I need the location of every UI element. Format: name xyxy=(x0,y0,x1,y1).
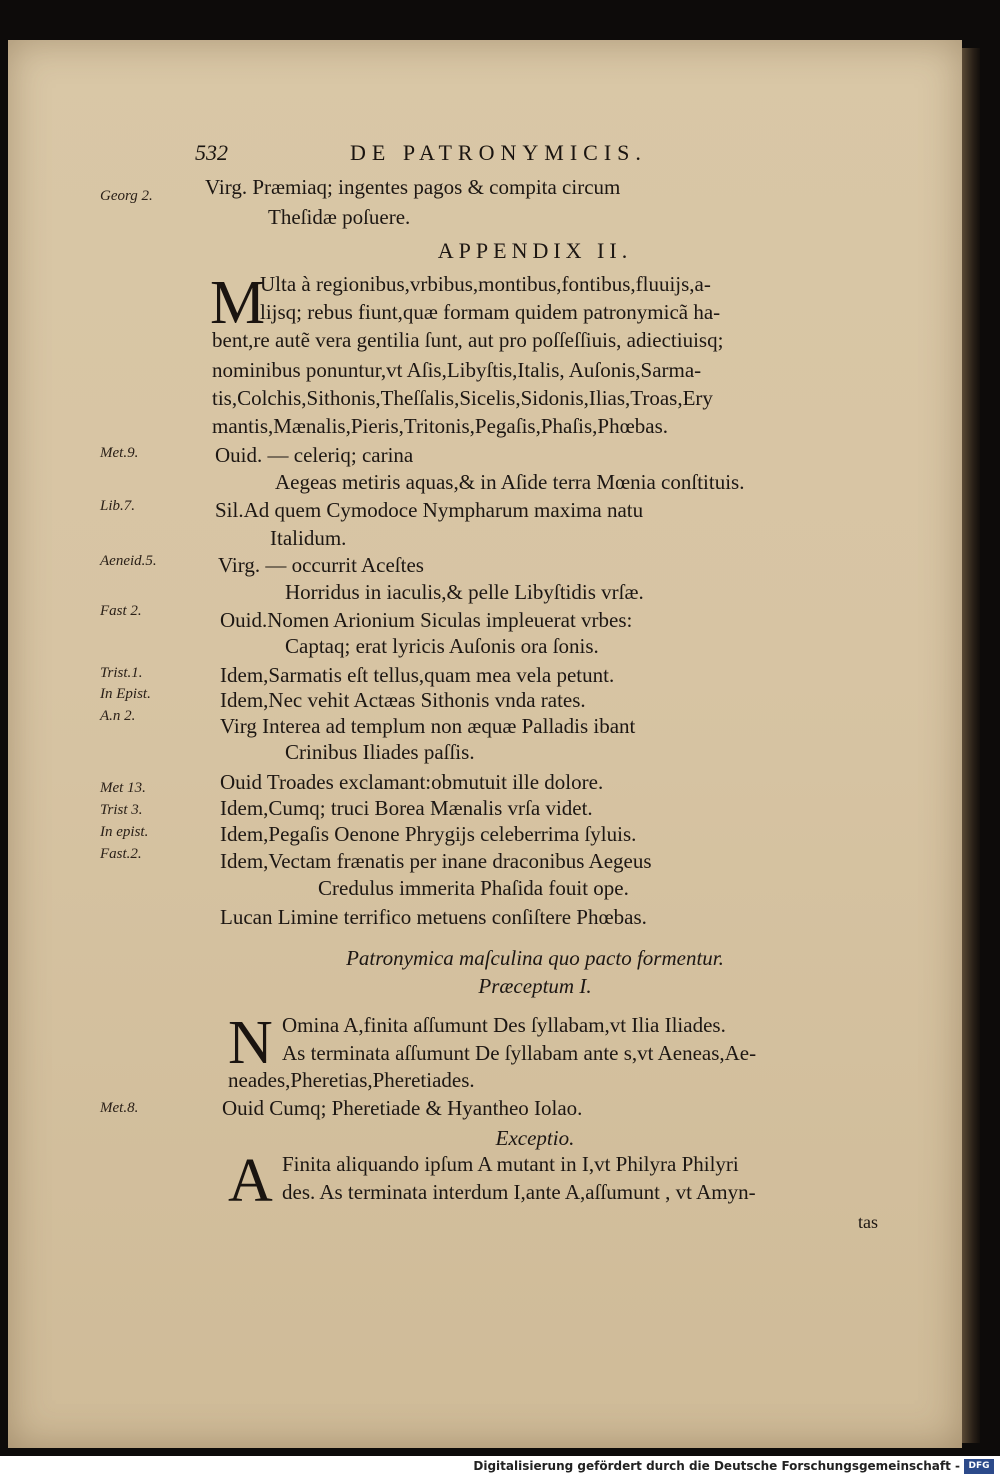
text-line: neades,Pheretias,Pheretiades. xyxy=(228,1068,475,1092)
text-line: mantis,Mænalis,Pieris,Tritonis,Pegaſis,Phaſis,Phœbas. xyxy=(212,414,669,438)
margin-note: Trist 3. xyxy=(100,802,143,818)
footer-bar xyxy=(0,1456,1000,1478)
drop-cap: A xyxy=(228,1147,273,1215)
margin-note: Met.8. xyxy=(100,1100,139,1116)
subheading: Exceptio. xyxy=(495,1126,575,1150)
margin-note: In epist. xyxy=(100,824,149,840)
margin-note: A.n 2. xyxy=(100,708,136,724)
margin-note: Met.9. xyxy=(100,445,139,461)
margin-note: Met 13. xyxy=(100,780,146,796)
running-header xyxy=(195,140,895,174)
page-edge xyxy=(962,48,980,1443)
text-line: Italidum. xyxy=(270,526,347,550)
text-line: lijsq; rebus fiunt,quæ formam quidem patronymicã ha- xyxy=(260,300,721,324)
text-line: Idem,Sarmatis eſt tellus,quam mea vela petunt. xyxy=(220,663,615,687)
text-line: Virg. — occurrit Aceſtes xyxy=(218,553,424,577)
text-line: Horridus in iaculis,& pelle Libyſtidis vrſæ. xyxy=(285,580,644,604)
text-line: Virg. Præmiaq; ingentes pagos & compita circum xyxy=(205,175,621,199)
text-line: Idem,Cumq; truci Borea Mænalis vrſa videt. xyxy=(220,796,593,820)
text-line: As terminata aſſumunt De ſyllabam ante s,vt Aeneas,Ae- xyxy=(282,1041,757,1065)
text-line: Finita aliquando ipſum A mutant in I,vt Philyra Philyri xyxy=(282,1152,739,1176)
text-line: Crinibus Iliades paſſis. xyxy=(285,740,475,764)
margin-note: Fast.2. xyxy=(100,846,142,862)
margin-note: Lib.7. xyxy=(100,498,136,514)
text-line: Lucan Limine terrifico metuens conſiſtere Phœbas. xyxy=(220,905,647,929)
text-line: Ouid Cumq; Pheretiade & Hyantheo Iolao. xyxy=(222,1096,583,1120)
text-line: Aegeas metiris aquas,& in Aſide terra Mœnia conſtituis. xyxy=(275,470,745,494)
text-line: Virg Interea ad templum non æquæ Palladis ibant xyxy=(220,714,636,738)
text-line: Theſidæ poſuere. xyxy=(268,205,411,229)
text-line: des. As terminata interdum I,ante A,aſſumunt , vt Amyn- xyxy=(282,1180,756,1204)
funding-credit: Digitalisierung gefördert durch die Deutsche Forschungsgemeinschaft - xyxy=(473,1459,960,1473)
text-line: Idem,Nec vehit Actæas Sithonis vnda rates. xyxy=(220,688,586,712)
text-line: tis,Colchis,Sithonis,Theſſalis,Sicelis,Sidonis,Ilias,Troas,Ery xyxy=(212,386,713,410)
text-line: Captaq; erat lyricis Auſonis ora ſonis. xyxy=(285,634,599,658)
text-line: Ouid.Nomen Arionium Siculas impleuerat vrbes: xyxy=(220,608,633,632)
text-line: Ouid Troades exclamant:obmutuit ille dolore. xyxy=(220,770,604,794)
page-number: 532 xyxy=(195,140,228,165)
margin-note: In Epist. xyxy=(100,686,151,702)
subheading: Præceptum I. xyxy=(478,974,592,998)
margin-note: Aeneid.5. xyxy=(100,553,157,569)
margin-note: Fast 2. xyxy=(100,603,142,619)
dfg-logo: DFG xyxy=(964,1459,994,1474)
margin-note: Trist.1. xyxy=(100,665,143,681)
text-line: Omina A,finita aſſumunt Des ſyllabam,vt Ilia Iliades. xyxy=(282,1013,726,1037)
drop-cap: M xyxy=(210,269,266,337)
catchword: tas xyxy=(858,1212,878,1232)
margin-note: Georg 2. xyxy=(100,188,153,204)
text-line: Idem,Pegaſis Oenone Phrygijs celeberrima ſyluis. xyxy=(220,822,637,846)
running-head: DE PATRONYMICIS. xyxy=(350,140,647,165)
subheading: Patronymica maſculina quo pacto formentur. xyxy=(346,946,724,970)
drop-cap: N xyxy=(228,1009,273,1077)
section-heading: APPENDIX II. xyxy=(437,238,633,263)
text-line: Ulta à regionibus,vrbibus,montibus,fontibus,fluuijs,a- xyxy=(260,272,711,296)
text-line: Ouid. — celeriq; carina xyxy=(215,443,414,467)
text-line: Idem,Vectam frænatis per inane draconibus Aegeus xyxy=(220,849,652,873)
text-line: nominibus ponuntur,vt Aſis,Libyſtis,Italis, Auſonis,Sarma- xyxy=(212,358,702,382)
text-line: Sil.Ad quem Cymodoce Nympharum maxima natu xyxy=(215,498,644,522)
text-line: Credulus immerita Phaſida fouit ope. xyxy=(318,876,629,900)
text-line: bent,re autẽ vera gentilia ſunt, aut pro poſſeſſiuis, adiectiuisq; xyxy=(212,328,724,352)
